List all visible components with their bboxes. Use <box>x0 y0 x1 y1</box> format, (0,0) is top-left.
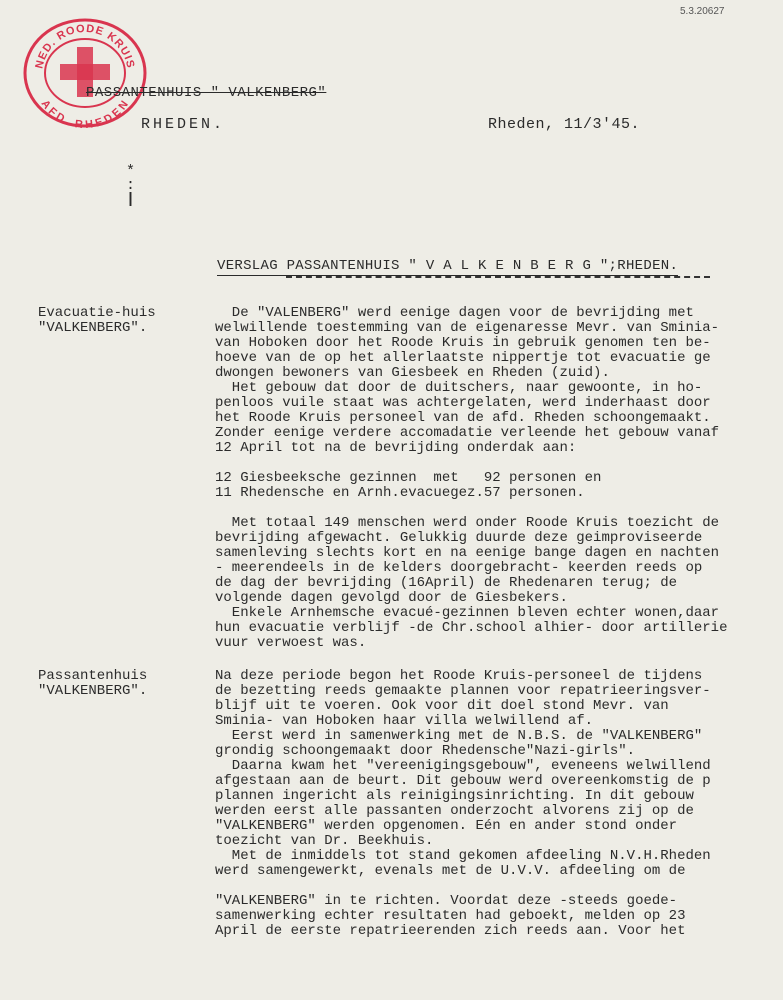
typed-line: plannen ingericht als reinigingsinrichting. In dit gebouw <box>215 788 694 804</box>
typed-line <box>215 501 783 516</box>
title-underline-rule <box>286 276 710 278</box>
typed-line: Eerst werd in samenwerking met de N.B.S. de "VALKENBERG" <box>215 728 703 744</box>
letter-date: Rheden, 11/3'45. <box>488 116 641 133</box>
red-cross-stamp-icon <box>22 17 148 129</box>
typed-line: toezicht van Dr. Beekhuis. <box>215 833 434 849</box>
typed-line: Enkele Arnhemsche evacué-gezinnen bleven echter wonen,daar <box>215 605 720 621</box>
side-label-passantenhuis <box>38 669 147 699</box>
typed-line: afgestaan aan de beurt. Dit gebouw werd overeenkomstig de p <box>215 773 711 789</box>
header-title <box>86 85 326 101</box>
typed-line: April de eerste repatrieerenden zich reeds aan. Voor het <box>215 923 686 939</box>
typed-line: grondig schoongemaakt door Rhedensche"Nazi-girls". <box>215 743 636 759</box>
typed-line: hoeve van de op het allerlaatste nippertje tot evacuatie ge <box>215 350 711 366</box>
section-evacuatie-body <box>215 306 783 651</box>
svg-text:AFD. RHEDEN <box>39 98 132 129</box>
margin-mark: | <box>126 191 136 208</box>
typed-line: welwillende toestemming van de eigenaresse Mevr. van Sminia- <box>215 320 720 336</box>
section-passantenhuis-body <box>215 669 783 939</box>
typed-line <box>215 879 783 894</box>
typed-line: samenleving slechts kort en na eenige bange dagen en nachten <box>215 545 720 561</box>
typed-line: blijf uit te voeren. Ook voor dit doel stond Mevr. van <box>215 698 669 714</box>
typed-line: "VALKENBERG" in te richten. Voordat deze -steeds goede- <box>215 893 678 909</box>
side-label-line: "VALKENBERG". <box>38 683 148 699</box>
typed-line: de dag der bevrijding (16April) de Rhedenaren terug; de <box>215 575 678 591</box>
typed-line: - meerendeels in de kelders doorgebracht- keerden reeds op <box>215 560 703 576</box>
typed-line: dwongen bewoners van Giesbeek en Rheden (zuid). <box>215 365 610 381</box>
typed-line: bevrijding afgewacht. Gelukkig duurde deze geimproviseerde <box>215 530 703 546</box>
typed-line: Sminia- van Hoboken haar villa welwillend af. <box>215 713 594 729</box>
archive-number: 5.3.20627 <box>680 6 725 17</box>
typed-line: werd samengewerkt, evenals met de U.V.V. afdeeling om de <box>215 863 686 879</box>
typed-line: volgende dagen gevolgd door de Giesbekers. <box>215 590 568 606</box>
margin-marks <box>126 165 135 207</box>
margin-mark: : <box>126 177 136 194</box>
typed-line: werden eerst alle passanten onderzocht alvorens zij op de <box>215 803 694 819</box>
typed-line: de bezetting reeds gemaakte plannen voor repatrieeringsver- <box>215 683 711 699</box>
typed-line: hun evacuatie verblijf -de Chr.school alhier- door artillerie <box>215 620 728 636</box>
red-cross-stamp <box>22 17 148 129</box>
typed-line: Daarna kwam het "vereenigingsgebouw", eveneens welwillend <box>215 758 711 774</box>
typed-line: 12 Giesbeeksche gezinnen met 92 personen en <box>215 470 602 486</box>
side-label-line: "VALKENBERG". <box>38 320 148 336</box>
header-title-text: PASSANTENHUIS " VALKENBERG" <box>86 85 327 101</box>
margin-mark: * <box>126 163 136 180</box>
typed-line: Met totaal 149 menschen werd onder Roode Kruis toezicht de <box>215 515 720 531</box>
typed-line: penloos vuile staat was achtergelaten, werd inderhaast door <box>215 395 711 411</box>
typed-line: Zonder eenige verdere accomadatie verleende het gebouw vanaf <box>215 425 720 441</box>
typed-line: Het gebouw dat door de duitschers, naar gewoonte, in ho- <box>215 380 703 396</box>
typed-line: het Roode Kruis personeel van de afd. Rheden schoongemaakt. <box>215 410 711 426</box>
stamp-top-text: NED. ROODE KRUIS <box>33 22 137 70</box>
typed-line <box>215 456 783 471</box>
report-title-text: VERSLAG PASSANTENHUIS " V A L K E N B E R G ";RHEDEN. <box>217 258 679 274</box>
stamp-bottom-text: AFD. RHEDEN <box>38 97 132 129</box>
typed-line: van Hoboken door het Roode Kruis in gebruik genomen ten be- <box>215 335 711 351</box>
typed-line: Na deze periode begon het Roode Kruis-personeel de tijdens <box>215 668 703 684</box>
typed-line: De "VALENBERG" werd eenige dagen voor de bevrijding met <box>215 305 694 321</box>
typed-line: "VALKENBERG" werden opgenomen. Eén en ander stond onder <box>215 818 678 834</box>
typed-line: samenwerking echter resultaten had geboekt, melden op 23 <box>215 908 686 924</box>
report-title <box>217 258 678 274</box>
typed-line: vuur verwoest was. <box>215 635 367 651</box>
typed-line: Met de inmiddels tot stand gekomen afdeeling N.V.H.Rheden <box>215 848 711 864</box>
typed-line: 11 Rhedensche en Arnh.evacuegez.57 personen. <box>215 485 585 501</box>
side-label-evacuatie <box>38 306 156 336</box>
header-town: RHEDEN. <box>141 116 226 133</box>
side-label-line: Passantenhuis <box>38 668 148 684</box>
side-label-line: Evacuatie-huis <box>38 305 156 321</box>
typed-line: 12 April tot na de bevrijding onderdak aan: <box>215 440 577 456</box>
